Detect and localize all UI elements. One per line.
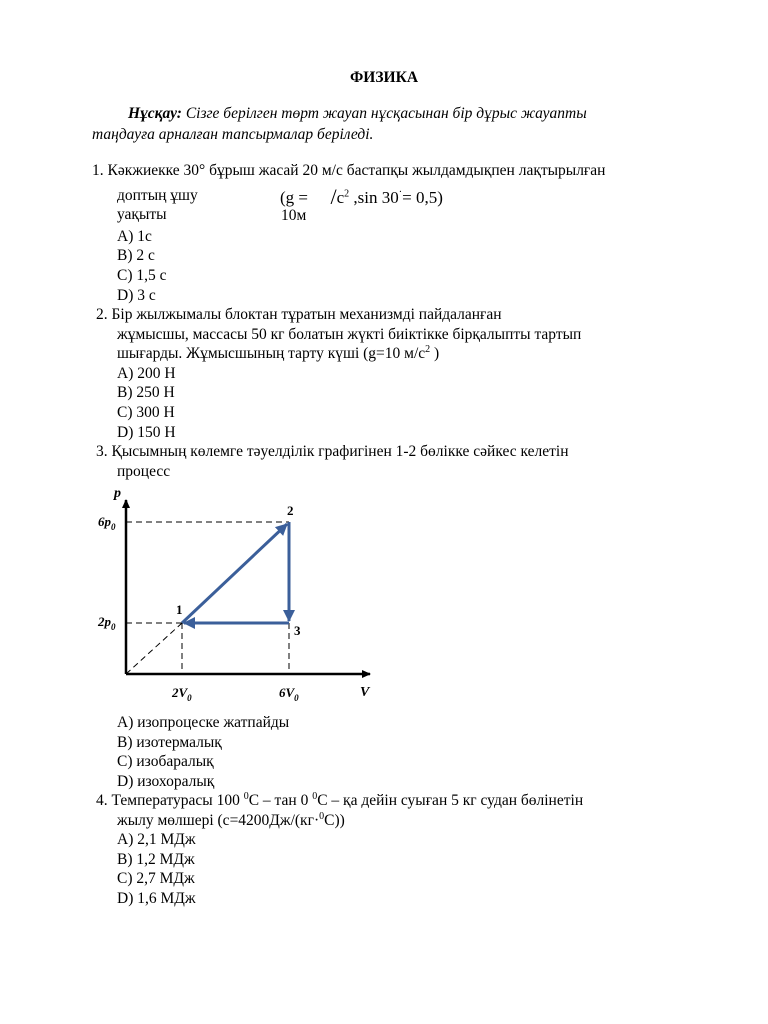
answer-option[interactable]: А) 2,1 МДж bbox=[117, 831, 196, 848]
instruction-text-1: Сізге берілген төрт жауап нұсқасынан бір дұрыс жауапты bbox=[181, 105, 587, 122]
answer-option[interactable]: А) 1с bbox=[117, 228, 152, 245]
instruction-label: Нұсқау: bbox=[128, 105, 182, 122]
answer-option[interactable]: D) изохоралық bbox=[117, 773, 215, 790]
question-4: 4. Температурасы 100 $^0$С – тан 0 $^0$С – қа дейін суыған 5 кг судан бөлінетін bbox=[96, 790, 584, 809]
arrow-1-2 bbox=[182, 524, 287, 623]
answer-option[interactable]: D) 1,6 МДж bbox=[117, 890, 196, 907]
question-3 bbox=[96, 442, 569, 462]
answer-option[interactable]: С) 1,5 с bbox=[117, 267, 167, 284]
question-number: 4. bbox=[96, 792, 108, 809]
answer-option[interactable]: D) 3 с bbox=[117, 287, 156, 304]
point-1-label: 1 bbox=[176, 602, 183, 617]
instruction bbox=[92, 103, 692, 145]
tick-2p0: $2p_0$ bbox=[98, 614, 116, 632]
point-3-label: 3 bbox=[294, 623, 301, 638]
answer-option[interactable]: D) 150 Н bbox=[117, 424, 176, 441]
question-2-line3: шығарды. Жұмысшының тарту күші (g=10 $м/с^2$ ) bbox=[117, 343, 440, 362]
question-3-line2: процесс bbox=[117, 463, 171, 480]
answer-option[interactable]: В) 250 Н bbox=[117, 384, 175, 401]
answer-option[interactable]: А) изопроцеске жатпайды bbox=[117, 714, 290, 731]
question-number: 1. bbox=[92, 162, 104, 179]
question-2 bbox=[96, 305, 502, 325]
answer-option[interactable]: В) изотермалық bbox=[117, 734, 222, 751]
answer-option[interactable]: А) 200 Н bbox=[117, 365, 176, 382]
question-4-line2: жылу мөлшері (с=4200Дж/(кг·$^0$С)) bbox=[117, 810, 345, 829]
answer-option[interactable]: С) 2,7 МДж bbox=[117, 870, 195, 887]
question-1-formula: ($g = /с^2$ ,sin 30·= 0,5) bbox=[280, 184, 443, 209]
tick-6p0: $6p_0$ bbox=[98, 514, 116, 532]
axis-x-label: V bbox=[360, 685, 370, 700]
answer-option[interactable]: В) 1,2 МДж bbox=[117, 851, 195, 868]
answer-option[interactable]: В) 2 с bbox=[117, 247, 155, 264]
question-text: Кәкжиекке 30° бұрыш жасай 20 м/с бастапқы жылдамдықпен лақтырылған bbox=[107, 162, 606, 179]
instruction-text-2: таңдауға арналған тапсырмалар беріледі. bbox=[92, 126, 374, 143]
question-2-line2: жұмысшы, массасы 50 кг болатын жүкті биіктікке бірқалыпты тартып bbox=[117, 326, 582, 343]
point-2-label: 2 bbox=[287, 503, 294, 518]
question-number: 2. bbox=[96, 306, 108, 323]
question-1 bbox=[92, 161, 605, 181]
question-1-line2: доптың ұшу bbox=[117, 187, 198, 204]
axis-y-label: p bbox=[114, 486, 121, 501]
question-1-line3: уақыты bbox=[117, 206, 167, 223]
tick-2v0: $2V_0$ bbox=[172, 685, 192, 703]
answer-option[interactable]: С) 300 Н bbox=[117, 404, 175, 421]
question-number: 3. bbox=[96, 443, 108, 460]
pv-graph bbox=[90, 482, 390, 712]
page-title: ФИЗИКА bbox=[349, 69, 419, 86]
answer-option[interactable]: С) изобаралық bbox=[117, 753, 214, 770]
question-1-formula-below: 10м bbox=[281, 207, 307, 224]
guide-origin bbox=[126, 623, 182, 674]
question-text: Бір жылжымалы блоктан тұратын механизмді пайдаланған bbox=[111, 306, 502, 323]
question-text: Қысымның көлемге тәуелділік графигінен 1-2 бөлікке сәйкес келетін bbox=[111, 443, 569, 460]
tick-6v0: $6V_0$ bbox=[279, 685, 299, 703]
